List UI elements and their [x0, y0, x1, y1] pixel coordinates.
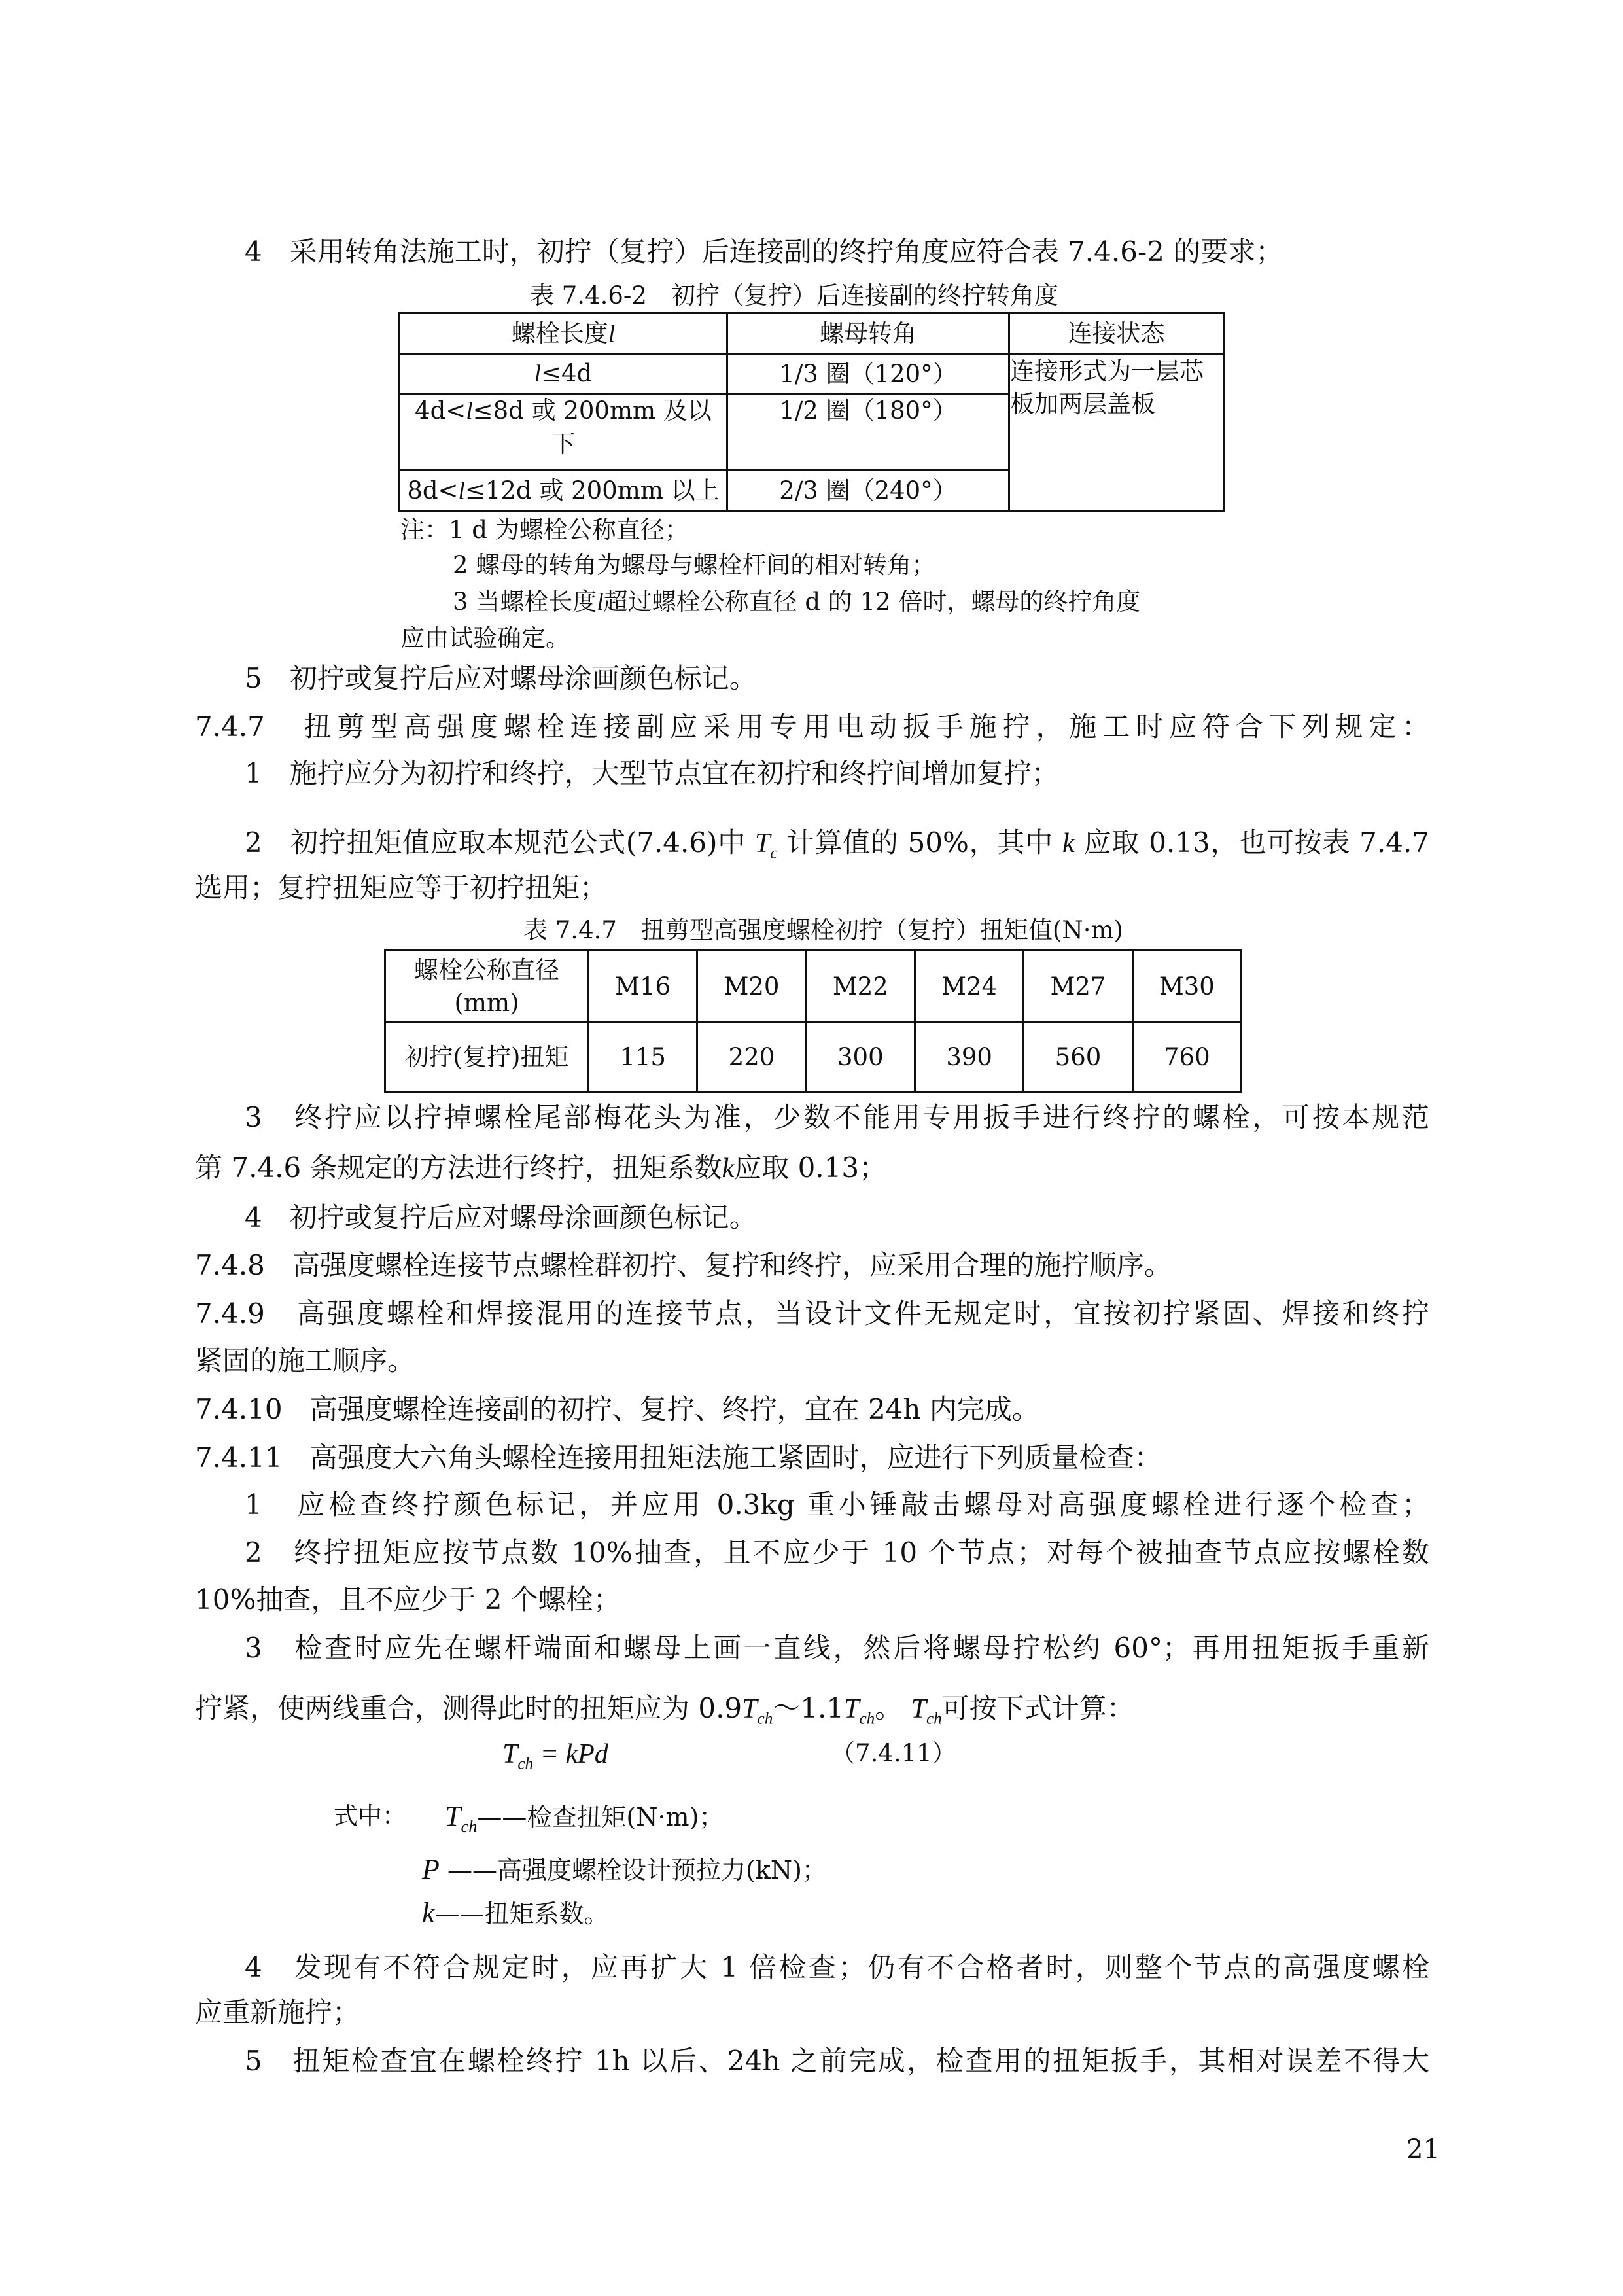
table-note: 2 螺母的转角为螺母与螺栓杆间的相对转角； [453, 551, 936, 579]
paragraph: 4 采用转角法施工时，初拧（复拧）后连接副的终拧角度应符合表 7.4.6-2 的要求； [245, 236, 1283, 268]
paragraph: 10%抽查，且不应少于 2 个螺栓； [195, 1583, 621, 1616]
paragraph: 紧固的施工顺序。 [195, 1345, 415, 1377]
paragraph: 拧紧，使两线重合，测得此时的扭矩应为 $0.9T_{ch}\sim 1.1T_{ch}$。 $T_{ch}$可按下式计算： [195, 1692, 1134, 1728]
where-item: k——扭矩系数。 [422, 1897, 609, 1929]
paragraph: 1 施拧应分为初拧和终拧，大型节点宜在初拧和终拧间增加复拧； [245, 757, 1059, 789]
table-note: 注：1 d 为螺栓公称直径； [400, 516, 689, 544]
where-item: $T_{ch}——$检查扭矩(N·m)； [445, 1800, 724, 1836]
clause-heading: 7.4.11 高强度大六角头螺栓连接用扭矩法施工紧固时，应进行下列质量检查： [195, 1441, 1162, 1474]
formula: $T_{ch}$ = kPd [502, 1739, 608, 1773]
paragraph: 4 发现有不符合规定时，应再扩大 1 倍检查；仍有不合格者时，则整个节点的高强度螺栓 [245, 1951, 1429, 1983]
paragraph: 选用；复拧扭矩应等于初拧扭矩； [195, 872, 608, 904]
table-note: 3 当螺栓长度l超过螺栓公称直径 d 的 12 倍时，螺母的终拧角度 [453, 588, 1141, 616]
paragraph: 第 7.4.6 条规定的方法进行终拧，扭矩系数k应取 0.13； [195, 1152, 887, 1184]
paragraph: 2 初拧扭矩值应取本规范公式(7.4.6)中 $T_c$ 计算值的 50%，其中 k 应取 0.13，也可按表 7.4.7 [245, 826, 1429, 861]
clause-heading: 7.4.8 高强度螺栓连接节点螺栓群初拧、复拧和终拧，应采用合理的施拧顺序。 [195, 1249, 1172, 1281]
table-header: 螺母转角 [727, 313, 1009, 355]
angle-table [398, 312, 1225, 512]
paragraph: 2 终拧扭矩应按节点数 10%抽查，且不应少于 10 个节点；对每个被抽查节点应按螺栓数 [245, 1536, 1429, 1568]
where-item: P ——高强度螺栓设计预拉力(kN)； [422, 1853, 827, 1885]
where-label: 式中： [334, 1802, 406, 1830]
paragraph: 5 初拧或复拧后应对螺母涂画颜色标记。 [245, 662, 757, 694]
paragraph: 3 检查时应先在螺杆端面和螺母上画一直线，然后将螺母拧松约 60°；再用扭矩扳手重新 [245, 1632, 1429, 1664]
table-header: 螺栓长度l [400, 313, 727, 355]
clause-heading: 7.4.10 高强度螺栓连接副的初拧、复拧、终拧，宜在 24h 内完成。 [195, 1393, 1039, 1425]
table-caption: 表 7.4.7 扭剪型高强度螺栓初拧（复拧）扭矩值(N·m) [523, 916, 1123, 944]
paragraph: 5 扭矩检查宜在螺栓终拧 1h 以后、24h 之前完成，检查用的扭矩扳手，其相对误差不得大 [245, 2045, 1429, 2077]
clause-heading: 7.4.7 扭剪型高强度螺栓连接副应采用专用电动扳手施拧，施工时应符合下列规定： [195, 711, 1429, 743]
table-row: 8d<l≤12d 或 200mm 以上 2/3 圈（240°） [400, 470, 1224, 512]
paragraph: 1 应检查终拧颜色标记，并应用 0.3kg 重小锤敲击螺母对高强度螺栓进行逐个检查； [245, 1489, 1429, 1521]
table-header: 连接状态 [1009, 313, 1224, 355]
paragraph: 3 终拧应以拧掉螺栓尾部梅花头为准，少数不能用专用扳手进行终拧的螺栓，可按本规范 [245, 1101, 1429, 1133]
formula-number: （7.4.11） [831, 1739, 956, 1767]
table-note: 应由试验确定。 [400, 624, 570, 652]
table-row: 螺栓公称直径(mm) M16 M20 M22 M24 M27 M30 [385, 951, 1242, 1023]
connection-state: 连接形式为一层芯板加两层盖板 [1009, 355, 1224, 512]
table-row: l≤4d 1/3 圈（120°） 连接形式为一层芯板加两层盖板 [400, 355, 1224, 394]
table-row: 初拧(复拧)扭矩 115 220 300 390 560 760 [385, 1023, 1242, 1093]
paragraph: 应重新施拧； [195, 1996, 360, 2028]
page-number: 21 [1406, 2134, 1440, 2164]
torque-table [384, 949, 1242, 1093]
clause-heading: 7.4.9 高强度螺栓和焊接混用的连接节点，当设计文件无规定时，宜按初拧紧固、焊接和终拧 [195, 1298, 1429, 1330]
table-row: 4d<l≤8d 或 200mm 及以下 1/2 圈（180°） [400, 394, 1224, 470]
table-caption: 表 7.4.6-2 初拧（复拧）后连接副的终拧转角度 [530, 281, 1058, 309]
paragraph: 4 初拧或复拧后应对螺母涂画颜色标记。 [245, 1201, 757, 1233]
